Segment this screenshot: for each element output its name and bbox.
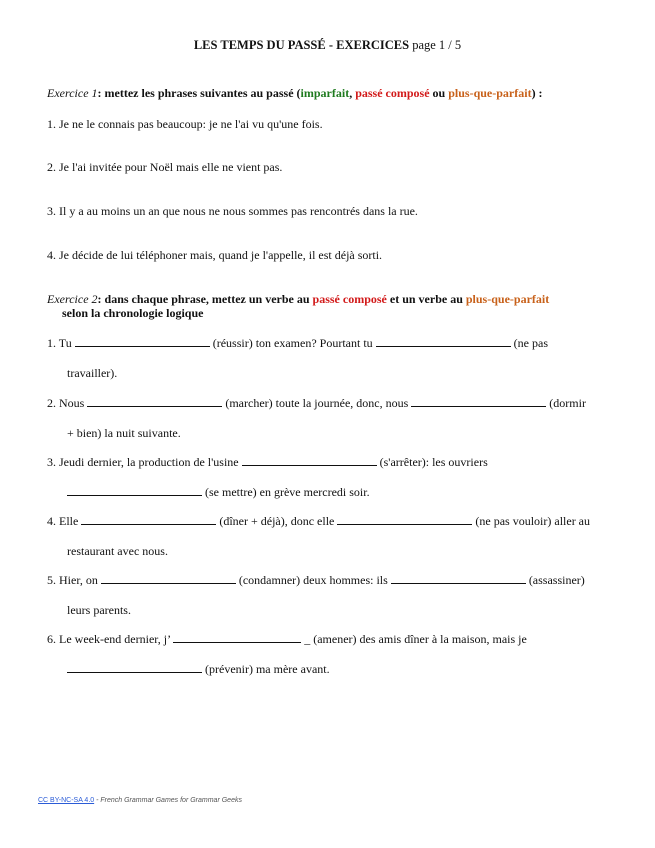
sentence-text: 1. Tu <box>47 336 75 350</box>
answer-blank[interactable] <box>67 662 202 673</box>
exercise-2-heading <box>47 292 549 307</box>
exercise-1-label: Exercice 1 <box>47 86 98 100</box>
separator: , <box>349 86 356 100</box>
tense-passe-compose: passé composé <box>355 86 430 100</box>
exercise-1-item: 3. Il y a au moins un an que nous ne nous sommes pas rencontrés dans la rue. <box>47 204 418 218</box>
exercise-2-sentence-5 <box>47 573 585 588</box>
separator: ou <box>429 86 449 100</box>
answer-blank[interactable] <box>87 396 222 407</box>
sentence-continuation: travailler). <box>67 366 118 380</box>
sentence-text: 4. Elle <box>47 514 82 528</box>
sentence-text: (se mettre) en grève mercredi soir. <box>202 485 370 499</box>
sentence-text: 5. Hier, on <box>47 573 101 587</box>
sentence-text: (ne pas <box>510 336 548 350</box>
exercise-1-instruction: : mettez les phrases suivantes au passé ( <box>97 86 301 100</box>
sentence-text: (marcher) toute la journée, donc, nous <box>222 396 412 410</box>
answer-blank[interactable] <box>337 514 472 525</box>
title-main: LES TEMPS DU PASSÉ - EXERCICES <box>193 38 410 52</box>
answer-blank[interactable] <box>81 514 216 525</box>
answer-blank[interactable] <box>376 336 511 347</box>
exercise-1-item: 2. Je l'ai invitée pour Noël mais elle ne vient pas. <box>47 160 283 174</box>
answer-blank[interactable] <box>391 573 526 584</box>
sentence-text: 2. Nous <box>47 396 88 410</box>
license-link[interactable]: CC BY-NC-SA 4.0 <box>38 797 95 804</box>
exercise-1-item: 4. Je décide de lui téléphoner mais, quand je l'appelle, il est déjà sorti. <box>47 248 383 262</box>
sentence-text: (s'arrêter): les ouvriers <box>376 455 488 469</box>
exercise-2-label: Exercice 2 <box>47 292 98 306</box>
exercise-2-sentence-2 <box>47 396 586 411</box>
tense-passe-compose: passé composé <box>312 292 387 306</box>
exercise-1-item: 1. Je ne le connais pas beaucoup: je ne l'ai vu qu'une fois. <box>47 117 323 131</box>
footer <box>38 797 242 804</box>
answer-blank[interactable] <box>173 632 301 643</box>
sentence-text: (dîner + déjà), donc elle <box>216 514 338 528</box>
exercise-2-sentence-3 <box>47 455 488 470</box>
answer-blank[interactable] <box>67 485 202 496</box>
sentence-continuation: restaurant avec nous. <box>67 544 168 558</box>
tense-plus-que-parfait: plus-que-parfait <box>448 86 532 100</box>
answer-blank[interactable] <box>101 573 236 584</box>
sentence-text: 3. Jeudi dernier, la production de l'usine <box>47 455 242 469</box>
sentence-text: _ (amener) des amis dîner à la maison, mais je <box>301 632 527 646</box>
sentence-text: 6. Le week-end dernier, j’ <box>47 632 174 646</box>
sentence-text: (assassiner) <box>525 573 585 587</box>
sentence-text: (ne pas vouloir) aller au <box>472 514 591 528</box>
tense-imparfait: imparfait <box>300 86 350 100</box>
exercise-2-instruction: et un verbe au <box>386 292 466 306</box>
sentence-text: (condamner) deux hommes: ils <box>235 573 391 587</box>
page-number: page 1 / 5 <box>412 38 462 52</box>
exercise-2-sentence-1 <box>47 336 548 351</box>
answer-blank[interactable] <box>411 396 546 407</box>
instruction-end: ) : <box>531 86 543 100</box>
answer-blank[interactable] <box>242 455 377 466</box>
exercise-2-sentence-6 <box>47 632 527 647</box>
exercise-2-sentence-4 <box>47 514 590 529</box>
sentence-continuation: leurs parents. <box>67 603 131 617</box>
exercise-2-sentence-3-cont <box>67 485 370 500</box>
exercise-1-heading <box>47 86 543 101</box>
exercise-2-instruction: : dans chaque phrase, mettez un verbe au <box>97 292 313 306</box>
sentence-continuation: + bien) la nuit suivante. <box>67 426 181 440</box>
tense-plus-que-parfait: plus-que-parfait <box>465 292 550 306</box>
sentence-text: (dormir <box>546 396 586 410</box>
exercise-2-sentence-6-cont <box>67 662 330 677</box>
sentence-text: (prévenir) ma mère avant. <box>202 662 330 676</box>
page-title <box>0 38 655 53</box>
sentence-text: (réussir) ton examen? Pourtant tu <box>209 336 376 350</box>
answer-blank[interactable] <box>75 336 210 347</box>
footer-text: - French Grammar Games for Grammar Geeks <box>94 797 242 804</box>
exercise-2-instruction-line2: selon la chronologie logique <box>62 306 204 320</box>
